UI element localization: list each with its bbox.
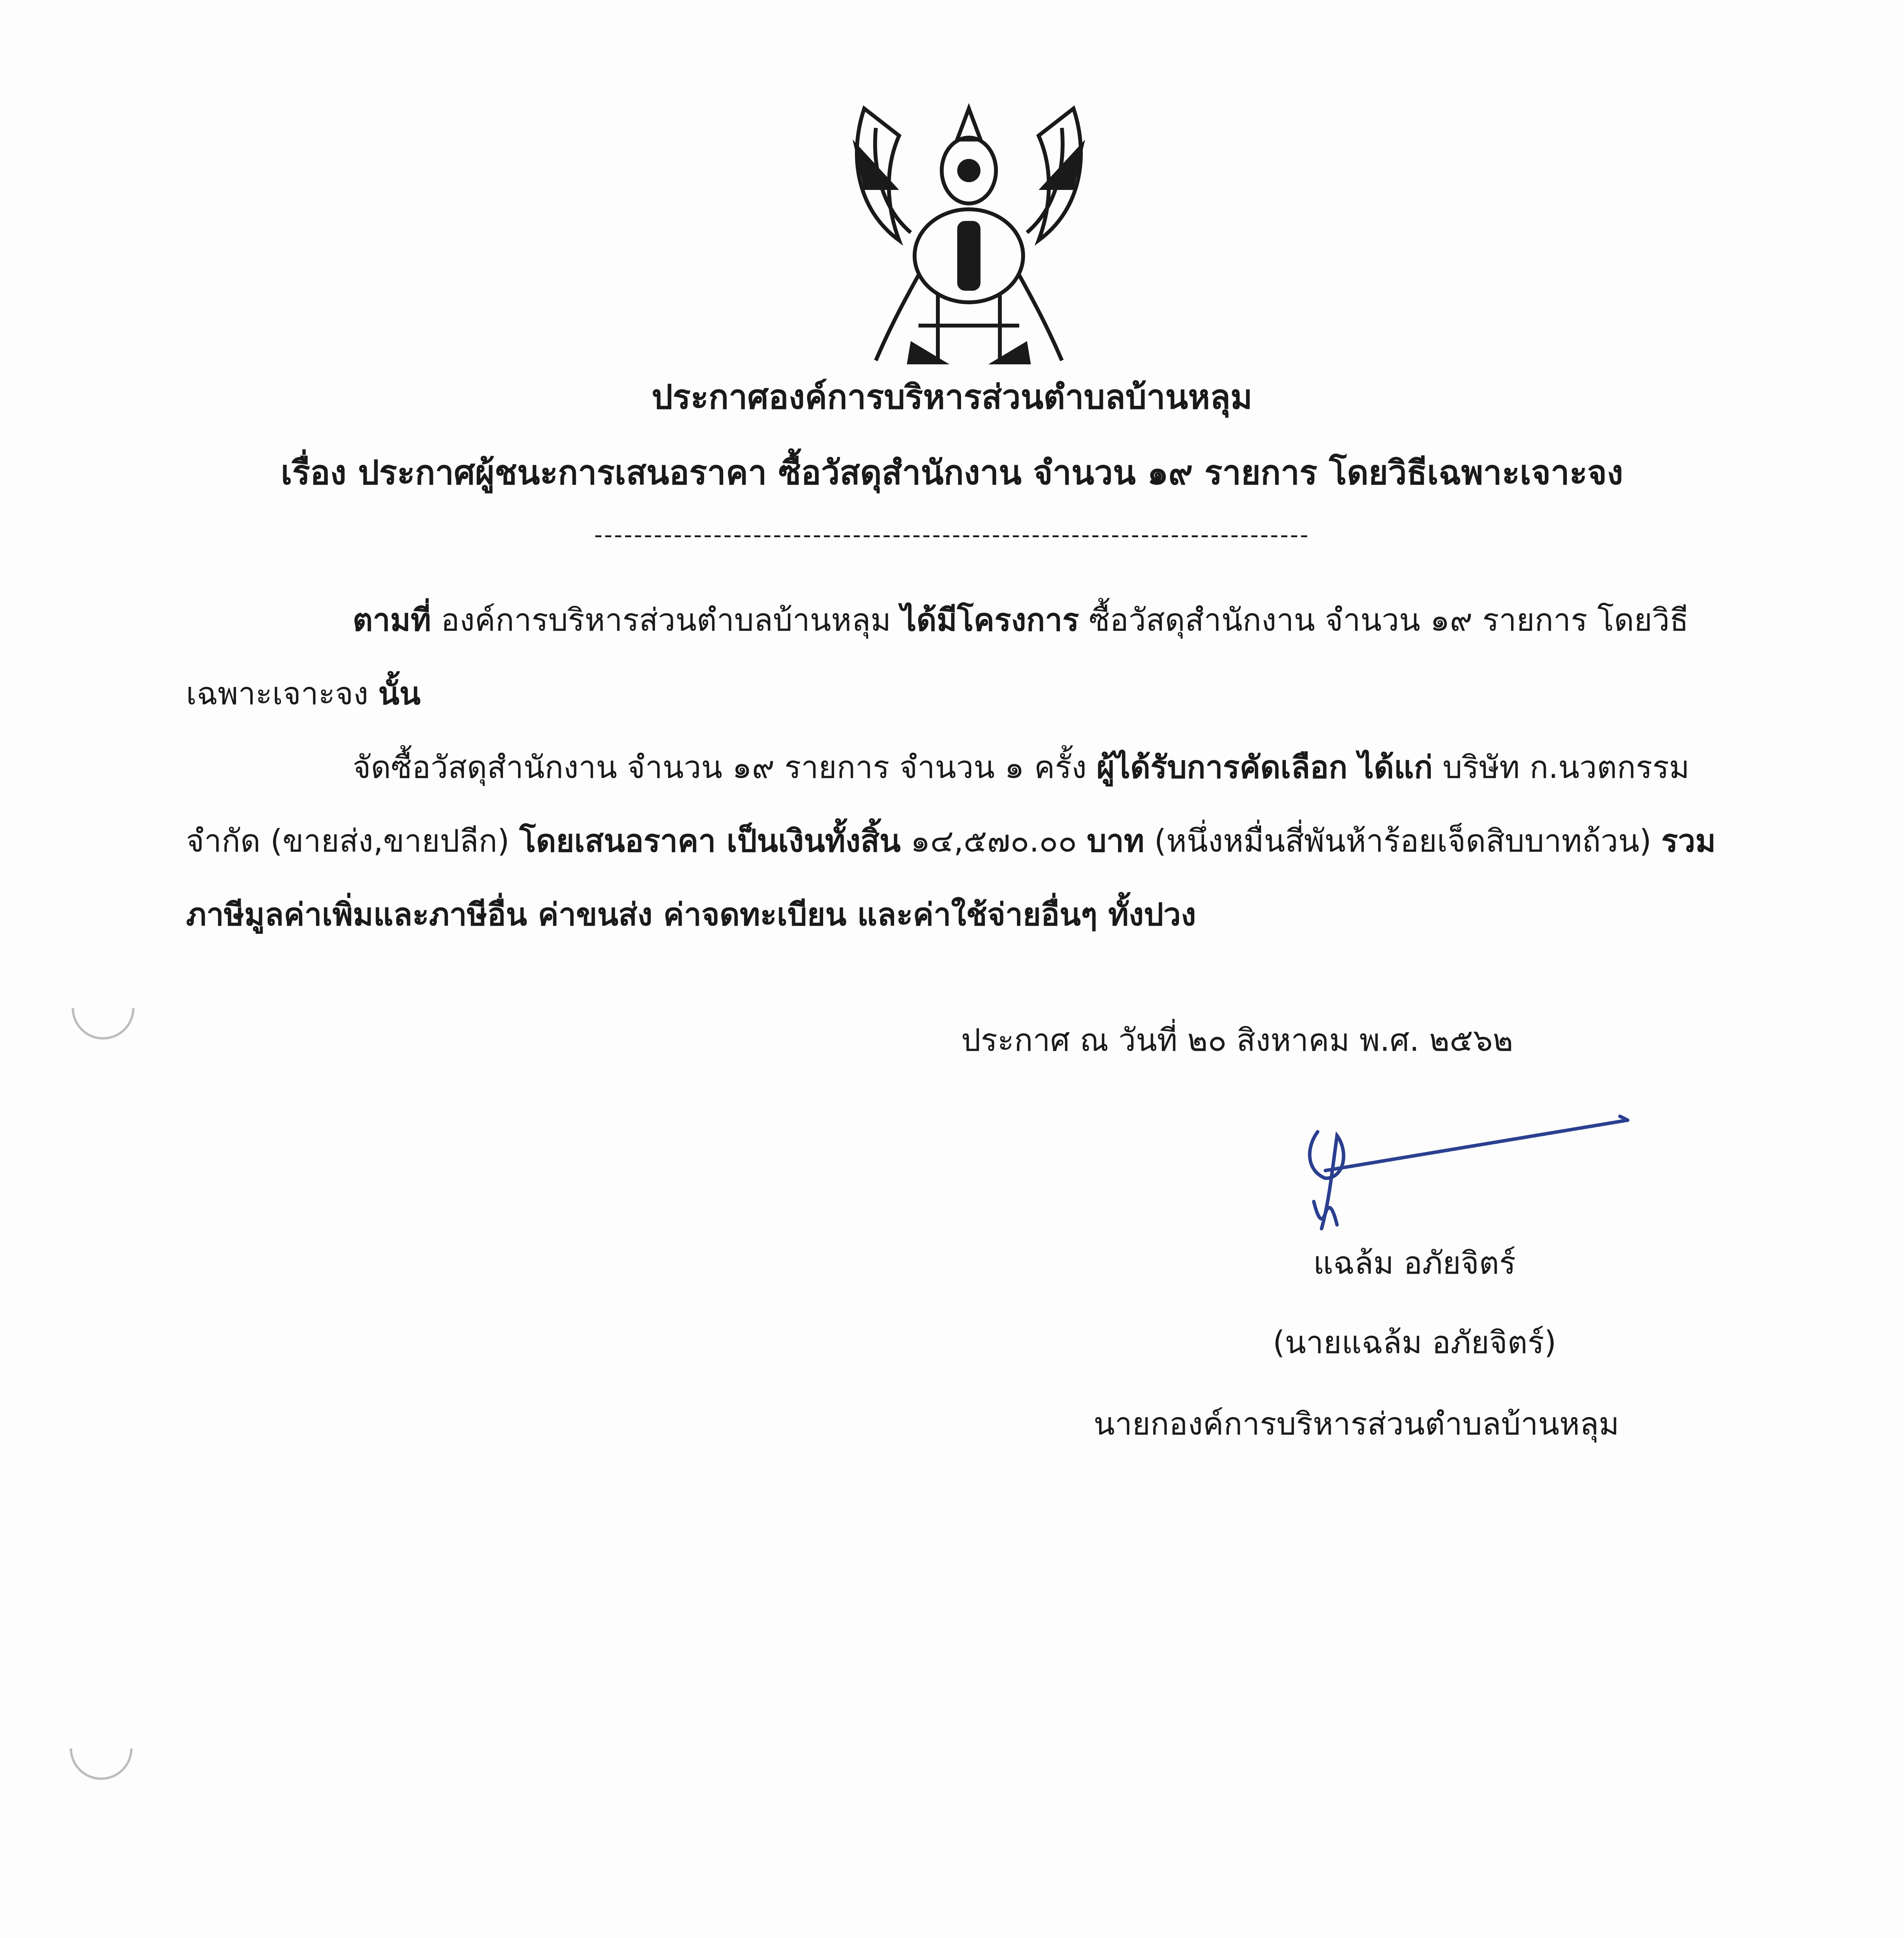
org-title: ประกาศองค์การบริหารส่วนตำบลบ้านหลุม [651,378,1253,417]
divider-line: ------------------------------------------------------------------------ [594,521,1310,548]
p2-bold-4: รวมภาษีมูลค่าเพิ่มและภาษีอื่น ค่าขนส่ง ค่าจดทะเบียน และค่าใช้จ่ายอื่นๆ ทั้งปวง [186,823,1716,933]
p2-bold-1: ผู้ได้รับการคัดเลือก ได้แก่ [1096,749,1433,785]
p1-bold-1: ตามที่ [353,602,431,638]
p2-text-2: บริษัท ก.นวตกรรม จำกัด (ขายส่ง,ขายปลีก) [186,749,1690,859]
p1-text-1: องค์การบริหารส่วนตำบลบ้านหลุม [431,602,901,638]
signer-full-name: (นายแฉล้ม อภัยจิตร์) [1273,1324,1556,1360]
p1-bold-2: ได้มีโครงการ [901,602,1079,638]
announcement-date: ประกาศ ณ วันที่ ๒๐ สิงหาคม พ.ศ. ๒๕๖๒ [961,1022,1513,1058]
garuda-emblem-icon [841,93,1097,372]
paragraph-award [186,731,1732,952]
signer-name: แฉล้ม อภัยจิตร์ [1313,1245,1516,1281]
p2-text-1: จัดซื้อวัสดุสำนักงาน จำนวน ๑๙ รายการ จำนวน ๑ ครั้ง [353,749,1097,785]
subject-title: เรื่อง ประกาศผู้ชนะการเสนอราคา ซื้อวัสดุสำนักงาน จำนวน ๑๙ รายการ โดยวิธีเฉพาะเจาะจง [281,453,1623,492]
p1-bold-3: นั้น [378,676,421,712]
handwritten-signature [1260,1085,1647,1248]
p2-bold-3: บาท [1087,823,1144,859]
p2-amount: ๑๔,๕๗๐.๐๐ [901,823,1087,859]
paragraph-background [186,583,1732,731]
p1-text-2: ซื้อวัสดุสำนักงาน จำนวน ๑๙ รายการ โดยวิธีเฉพาะเจาะจง [186,602,1689,712]
signer-position: นายกองค์การบริหารส่วนตำบลบ้านหลุม [1093,1406,1620,1442]
punch-hole-mark [59,964,147,1052]
p2-bold-2: โดยเสนอราคา เป็นเงินทั้งสิ้น [519,823,901,859]
p2-amount-words: (หนึ่งหมื่นสี่พันห้าร้อยเจ็ดสิบบาทถ้วน) [1144,823,1661,859]
punch-hole-mark [57,1704,145,1793]
